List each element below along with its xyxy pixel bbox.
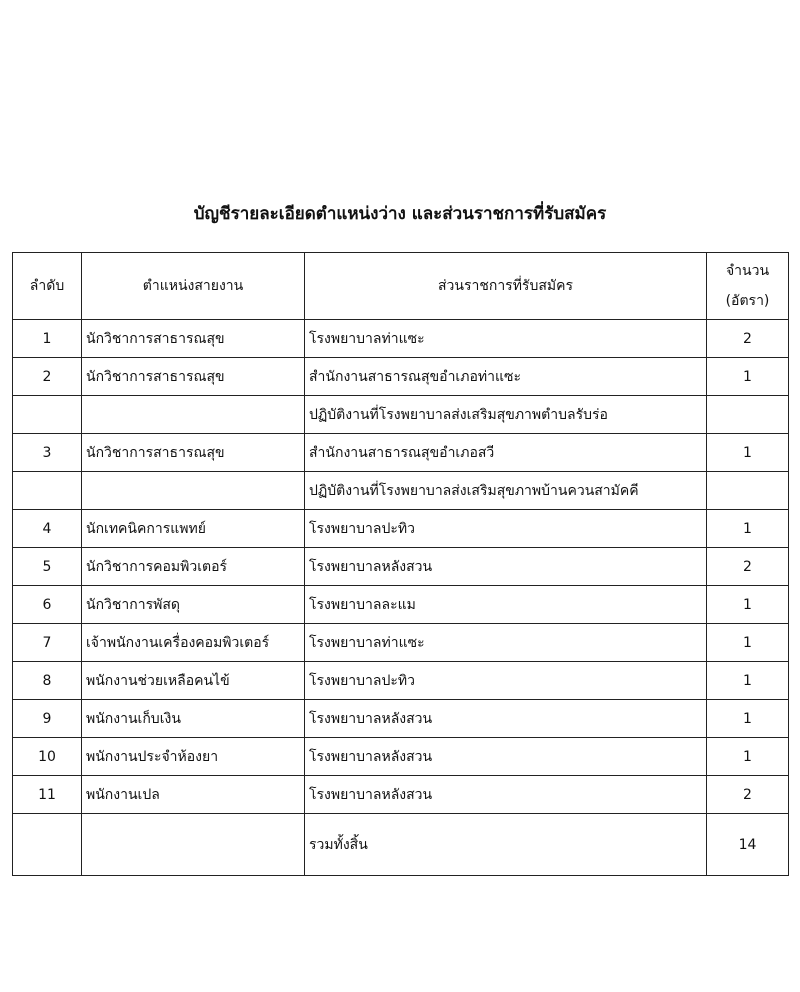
row-count [707,472,789,510]
row-count: 1 [707,358,789,396]
row-agency: โรงพยาบาลละแม [305,586,707,624]
row-position: นักวิชาการสาธารณสุข [82,358,305,396]
row-no: 6 [13,586,82,624]
total-no-cell [13,814,82,876]
row-position: พนักงานประจำห้องยา [82,738,305,776]
row-position: นักเทคนิคการแพทย์ [82,510,305,548]
table-row [13,776,789,814]
row-agency: ปฏิบัติงานที่โรงพยาบาลส่งเสริมสุขภาพตำบลรับร่อ [305,396,707,434]
table-row [13,472,789,510]
row-agency: สำนักงานสาธารณสุขอำเภอสวี [305,434,707,472]
row-position: พนักงานเปล [82,776,305,814]
row-no: 2 [13,358,82,396]
row-position: นักวิชาการพัสดุ [82,586,305,624]
row-count: 2 [707,776,789,814]
row-no: 7 [13,624,82,662]
row-count: 1 [707,700,789,738]
row-agency: โรงพยาบาลหลังสวน [305,776,707,814]
row-count: 1 [707,662,789,700]
row-position: นักวิชาการสาธารณสุข [82,320,305,358]
row-no: 1 [13,320,82,358]
header-count-line2: (อัตรา) [725,293,770,309]
table-row [13,624,789,662]
row-count: 2 [707,548,789,586]
row-no: 9 [13,700,82,738]
table-row [13,396,789,434]
row-count: 1 [707,624,789,662]
total-count: 14 [707,814,789,876]
row-no [13,472,82,510]
row-agency: โรงพยาบาลท่าแซะ [305,320,707,358]
row-no: 3 [13,434,82,472]
row-no: 5 [13,548,82,586]
row-position [82,472,305,510]
total-position-cell [82,814,305,876]
table-row [13,548,789,586]
table-row [13,586,789,624]
row-no: 10 [13,738,82,776]
row-agency: โรงพยาบาลหลังสวน [305,548,707,586]
row-no: 11 [13,776,82,814]
row-agency: โรงพยาบาลท่าแซะ [305,624,707,662]
row-agency: โรงพยาบาลหลังสวน [305,700,707,738]
row-count: 1 [707,434,789,472]
table-row [13,434,789,472]
row-position: นักวิชาการสาธารณสุข [82,434,305,472]
row-count: 1 [707,586,789,624]
row-count [707,396,789,434]
header-count-line1: จำนวน [725,263,770,279]
row-count: 2 [707,320,789,358]
header-agency: ส่วนราชการที่รับสมัคร [305,253,707,320]
row-no: 4 [13,510,82,548]
table-row [13,358,789,396]
table-row [13,700,789,738]
row-position: พนักงานช่วยเหลือคนไข้ [82,662,305,700]
header-no: ลำดับ [13,253,82,320]
row-count: 1 [707,738,789,776]
row-agency: สำนักงานสาธารณสุขอำเภอท่าแซะ [305,358,707,396]
table-row [13,320,789,358]
table-row [13,662,789,700]
row-position: พนักงานเก็บเงิน [82,700,305,738]
row-position: นักวิชาการคอมพิวเตอร์ [82,548,305,586]
document-title: บัญชีรายละเอียดตำแหน่งว่าง และส่วนราชการที่รับสมัคร [193,204,607,224]
table-row [13,510,789,548]
table-header-row [13,253,789,320]
row-count: 1 [707,510,789,548]
row-agency: โรงพยาบาลปะทิว [305,662,707,700]
total-row [13,814,789,876]
row-agency: โรงพยาบาลหลังสวน [305,738,707,776]
row-agency: ปฏิบัติงานที่โรงพยาบาลส่งเสริมสุขภาพบ้านควนสามัคคี [305,472,707,510]
row-position [82,396,305,434]
row-no: 8 [13,662,82,700]
table-row [13,738,789,776]
header-position: ตำแหน่งสายงาน [82,253,305,320]
total-label: รวมทั้งสิ้น [305,814,707,876]
row-no [13,396,82,434]
row-position: เจ้าพนักงานเครื่องคอมพิวเตอร์ [82,624,305,662]
vacancy-table [12,252,789,876]
row-agency: โรงพยาบาลปะทิว [305,510,707,548]
header-count [707,253,789,320]
